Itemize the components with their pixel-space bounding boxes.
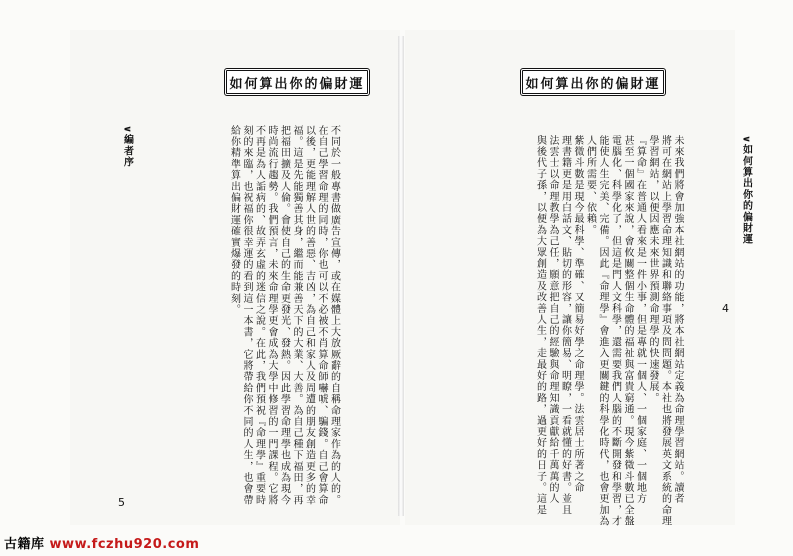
text-column: 給你精準算出偏財運確實爆發的時刻。 <box>228 125 240 316</box>
text-column: 把福田擴及人倫。會使自己的生命更發光、發熱。因此學習命理學也成為現今 <box>278 125 290 506</box>
text-column: 以後，更能理解人世的善惡、吉凶，為自己和家人及周遭的朋友創造更多的幸 <box>303 125 315 506</box>
right-page-number: 4 <box>722 302 729 315</box>
text-column: 不同於一般專書做廣告宣傳，或在媒體上大放厥辭的自稱命理家作為的人的。 <box>328 125 340 506</box>
text-column: 福。這是先能獨善其身，繼而能兼善天下的大業、大善。為自己種下福田，再 <box>291 125 302 506</box>
text-column: 紫微斗數是現今最科學、準確、又簡易好學之命理學。法雲居士所著之命 <box>572 135 583 494</box>
watermark-footer <box>4 533 199 552</box>
site-url[interactable]: www.fczhu920.com <box>49 537 200 552</box>
site-name: 古籍库 <box>4 537 45 552</box>
text-column: 人們所需要、依賴。 <box>584 135 596 236</box>
book-gutter <box>398 36 404 516</box>
text-column: 法雲士以命理教學為己任，願意把自己的經驗與命理知識貢獻給千萬萬的人 <box>547 135 558 505</box>
text-column: 學習網站，以便因應未來世界預測命理學的快速發展。 <box>647 135 658 404</box>
text-column: 電腦化、科學化了，但這是門人文科學，還需要我們人腦的不斷開發和學習，才 <box>609 135 621 527</box>
right-page-body <box>533 135 683 527</box>
text-column: 未來我們將會加強本社網站的功能，將本社網站定義為命理學習網站。讀者 <box>672 135 683 505</box>
text-column: 時尚流行趨勢。我們預言，未來命理學更會成為大學中修習的一門課程。它將 <box>266 125 277 506</box>
left-running-header: ∨編者序 <box>121 125 133 168</box>
right-running-header: ∨如何算出你的偏財運 <box>740 135 752 246</box>
right-page-banner: 如何算出你的偏財運 <box>520 68 666 96</box>
text-column: 在自己學習命理的同時，你也可以不必被不肖算命師嚇唬、騙錢。自己會算命 <box>316 125 327 506</box>
text-column: 刻的來臨，也祝福你很幸運的看到這一本書，它將帶給你不同的人生，也會帶 <box>241 125 252 506</box>
left-page-number: 5 <box>118 496 125 509</box>
text-column: 理書籍更是用白話文、貼切的形容，讓你簡易、明瞭，一看就懂的好書。並且 <box>559 135 571 516</box>
left-page-banner: 如何算出你的偏財運 <box>224 68 370 96</box>
text-column: 與後代子孫，以便為大眾創造及改善人生，走最好的路，過更好的日子。這是 <box>534 135 546 516</box>
left-page-body <box>227 125 340 506</box>
text-column: 甚至一個國家來說，會攸關整個生命體的福祉與富貴窮通。現今紫微斗數已全盤 <box>622 135 633 527</box>
text-column: 不再是為人詬病的、故弄玄虛的迷信之說。在此，我們預祝『命理學』重要時 <box>253 125 265 506</box>
text-column: 將可在網站上學習命理知識和聯絡事項及問問題。本社也將發展英文系統的命理 <box>659 135 671 527</box>
text-column: 『算命』在普通人看來是一件小事，但是專就一個人、一個家庭、一個地方 <box>634 135 646 505</box>
text-column: 能使人生完美、完備。因此『命理學』會進入更關鍵的科學化時代，也會更加為 <box>597 135 608 527</box>
